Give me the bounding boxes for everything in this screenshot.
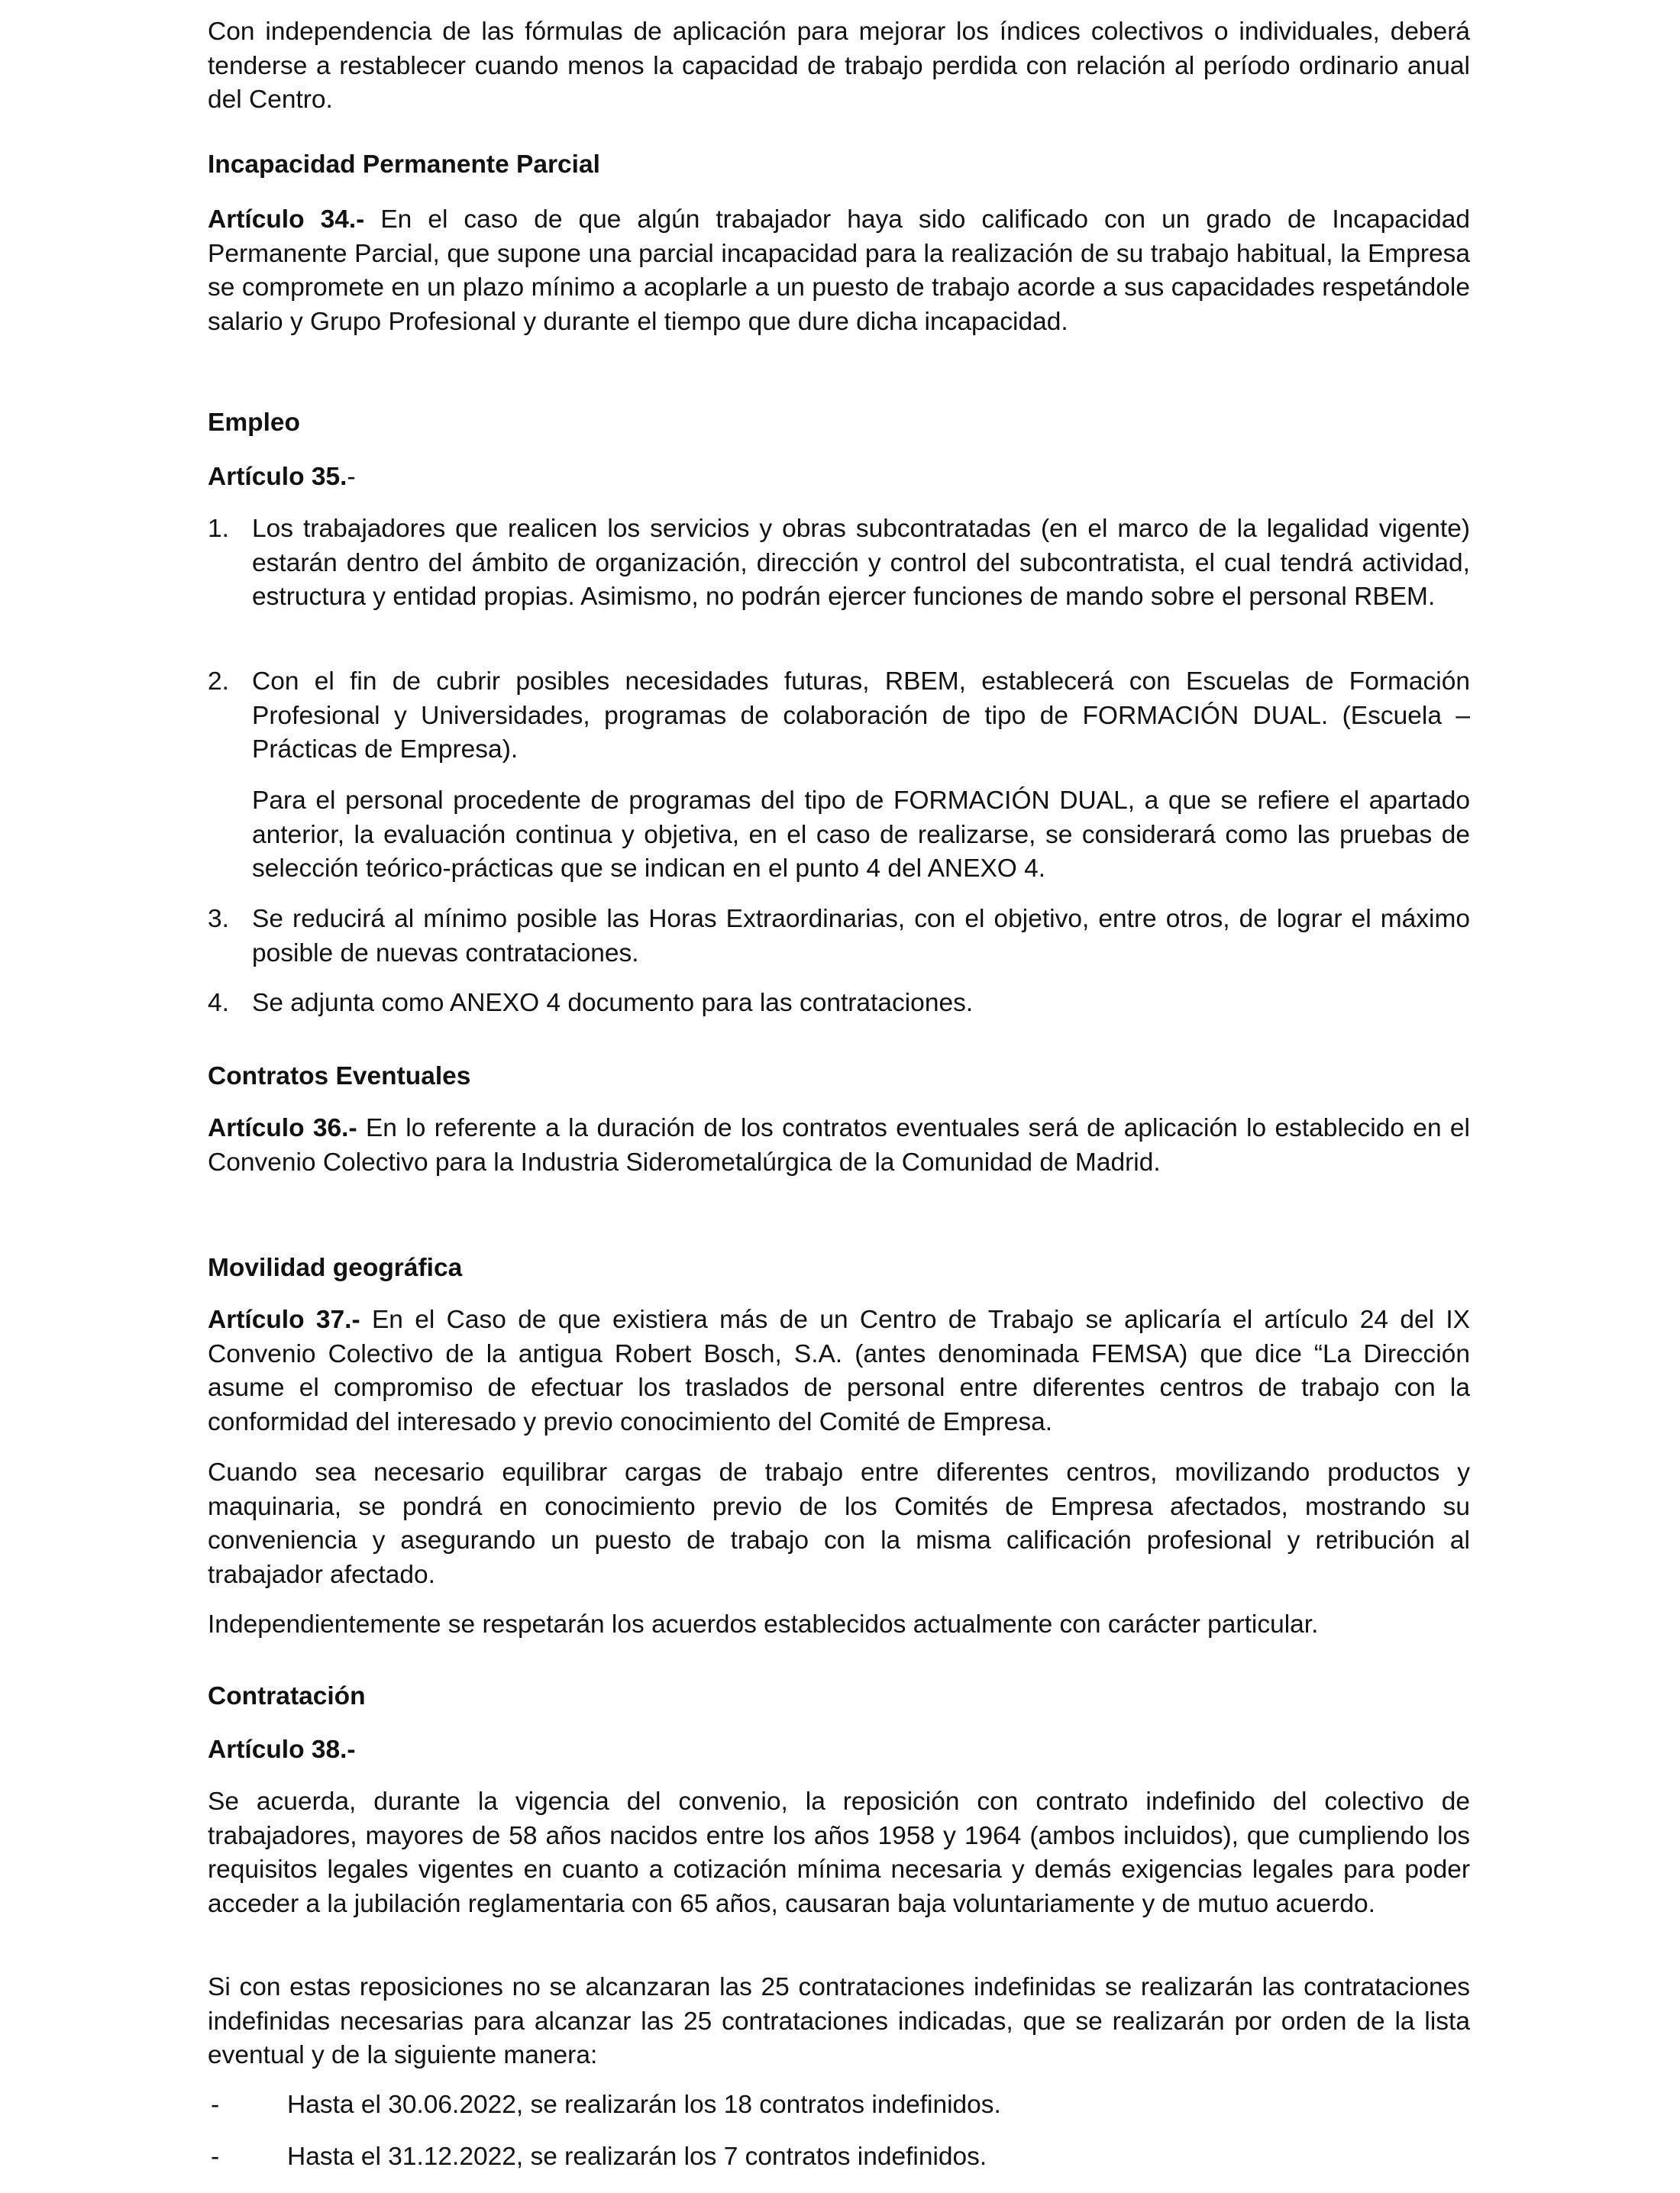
article-label: Artículo 37.- (208, 1306, 360, 1334)
list-item: Con el fin de cubrir posibles necesidades futuras, RBEM, establecerá con Escuelas de Formación Profesional y Universidades, programas de colaboración de tipo de FORMACIÓN DUAL. (Escuela – Prácticas de Empresa). (252, 667, 1470, 764)
article-36 (208, 1112, 1470, 1180)
bullet-item: Hasta el 30.06.2022, se realizarán los 18 contratos indefinidos. (287, 2091, 1001, 2119)
article-37 (208, 1303, 1470, 1439)
article-label-suffix: - (347, 463, 356, 491)
list-number: 1. (208, 515, 229, 543)
heading-contratos-eventuales: Contratos Eventuales (208, 1062, 471, 1090)
list-item-continuation: Para el personal procedente de programas del tipo de FORMACIÓN DUAL, a que se refiere el apartado anterior, la evaluación continua y objetiva, en el caso de realizarse, se considerará como las pruebas de selección teórico-prácticas que se indican en el punto 4 del ANEXO 4. (252, 786, 1470, 883)
article-text: En lo referente a la duración de los contratos eventuales será de aplicación lo establecido en el Convenio Colectivo para la Industria Siderometalúrgica de la Comunidad de Madrid. (208, 1114, 1470, 1177)
paragraph: Si con estas reposiciones no se alcanzaran las 25 contrataciones indefinidas se realizarán las contrataciones indefinidas necesarias para alcanzar las 25 contrataciones indicadas, que se realizarán por orden de la lista eventual y de la siguiente manera: (208, 1973, 1470, 2069)
heading-contratacion: Contratación (208, 1682, 366, 1710)
paragraph: Cuando sea necesario equilibrar cargas de trabajo entre diferentes centros, movilizando productos y maquinaria, se pondrá en conocimiento previo de los Comités de Empresa afectados, mostrando su conveniencia y asegurando un puesto de trabajo con la misma calificación profesional y retribución al trabajador afectado. (208, 1458, 1470, 1589)
list-item: Se reducirá al mínimo posible las Horas Extraordinarias, con el objetivo, entre otros, de lograr el máximo posible de nuevas contrataciones. (252, 905, 1470, 967)
paragraph: Se acuerda, durante la vigencia del convenio, la reposición con contrato indefinido del colectivo de trabajadores, mayores de 58 años nacidos entre los años 1958 y 1964 (ambos incluidos), que cumpliendo los requisitos legales vigentes en cuanto a cotización mínima necesaria y demás exigencias legales para poder acceder a la jubilación reglamentaria con 65 años, causaran baja voluntariamente y de mutuo acuerdo. (208, 1788, 1470, 1918)
heading-incapacidad: Incapacidad Permanente Parcial (208, 150, 600, 179)
list-item: Se adjunta como ANEXO 4 documento para las contrataciones. (252, 989, 974, 1017)
list-item: Los trabajadores que realicen los servicios y obras subcontratadas (en el marco de la legalidad vigente) estarán dentro del ámbito de organización, dirección y control del subcontratista, el cual tendrá actividad, estructura y entidad propias. Asimismo, no podrán ejercer funciones de mando sobre el personal RBEM. (252, 515, 1470, 611)
paragraph: Independientemente se respetarán los acuerdos establecidos actualmente con carácter particular. (208, 1610, 1319, 1639)
article-label: Artículo 34.- (208, 205, 365, 234)
article-34 (208, 203, 1470, 339)
list-number: 2. (208, 667, 229, 696)
list-number: 3. (208, 905, 229, 933)
list-number: 4. (208, 989, 229, 1017)
bullet-item: Hasta el 31.12.2022, se realizarán los 7 contratos indefinidos. (287, 2143, 987, 2171)
article-38-label: Artículo 38.- (208, 1736, 356, 1764)
article-35 (208, 460, 1470, 495)
bullet-dash: - (211, 2091, 220, 2119)
intro-paragraph: Con independencia de las fórmulas de aplicación para mejorar los índices colectivos o individuales, deberá tenderse a restablecer cuando menos la capacidad de trabajo perdida con relación al período ordinario anual del Centro. (208, 18, 1470, 114)
article-text: En el Caso de que existiera más de un Centro de Trabajo se aplicaría el artículo 24 del IX Convenio Colectivo de la antigua Robert Bosch, S.A. (antes denominada FEMSA) que dice “La Dirección asume el compromiso de efectuar los traslados de personal entre diferentes centros de trabajo con la conformidad del interesado y previo conocimiento del Comité de Empresa. (208, 1306, 1471, 1436)
bullet-dash: - (211, 2143, 220, 2171)
heading-empleo: Empleo (208, 409, 300, 437)
heading-movilidad: Movilidad geográfica (208, 1254, 463, 1282)
article-label: Artículo 35. (208, 463, 347, 491)
article-text: En el caso de que algún trabajador haya sido calificado con un grado de Incapacidad Permanente Parcial, que supone una parcial incapacidad para la realización de su trabajo habitual, la Empresa se compromete en un plazo mínimo a acoplarle a un puesto de trabajo acorde a sus capacidades respetándole salario y Grupo Profesional y durante el tiempo que dure dicha incapacidad. (208, 205, 1470, 336)
article-label: Artículo 36.- (208, 1114, 357, 1142)
